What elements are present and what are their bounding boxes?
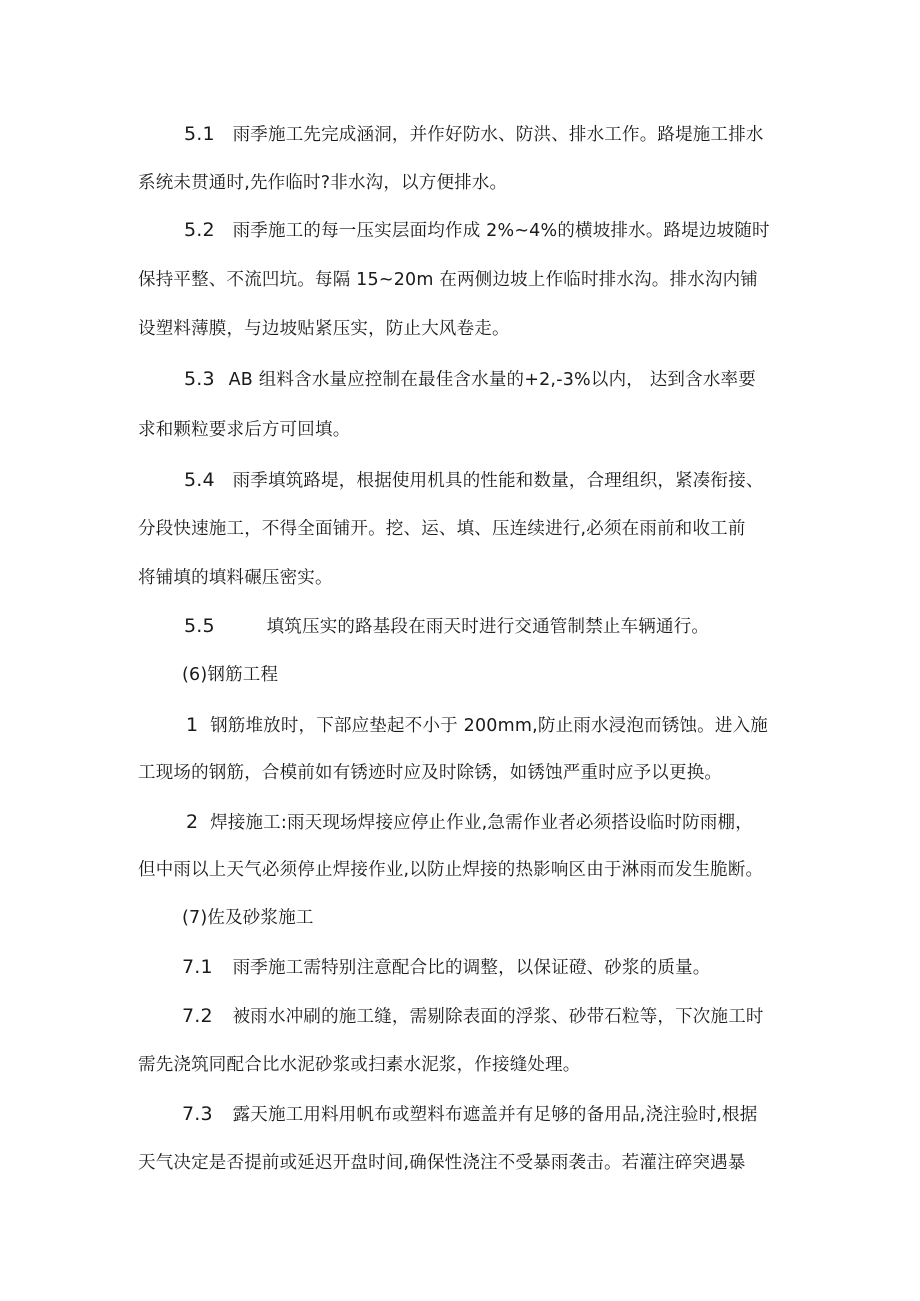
section-heading-7: (7)佐及砂浆施工	[182, 908, 314, 928]
paragraph-6-2-line-1	[186, 810, 753, 835]
paragraph-text: 露天施工用料用帆布或塑料布遮盖并有足够的备用品,浇注验时,根据	[232, 1105, 758, 1125]
paragraph-5-2-line-1	[184, 218, 770, 243]
paragraph-number: 7.3	[182, 1103, 213, 1125]
paragraph-number: 7.1	[182, 956, 213, 978]
paragraph-number: 5.4	[184, 469, 215, 491]
paragraph-number: 5.1	[184, 123, 215, 145]
paragraph-5-3-line-2: 求和颗粒要求后方可回填。	[138, 420, 351, 440]
paragraph-7-3-line-2: 天气决定是否提前或延迟开盘时间,确保性浇注不受暴雨袭击。若灌注碎突遇暴	[138, 1153, 746, 1173]
paragraph-text: 被雨水冲刷的施工缝，需剔除表面的浮浆、砂带石粒等，下次施工时	[232, 1007, 764, 1027]
paragraph-7-3-line-1	[182, 1102, 757, 1127]
paragraph-number: 5.5	[184, 615, 215, 637]
paragraph-5-2-line-3: 设塑料薄膜，与边坡贴紧压实，防止大风卷走。	[138, 319, 510, 339]
paragraph-5-4-line-1	[184, 468, 764, 493]
paragraph-text: 钢筋堆放时，下部应垫起不小于 200mm,防止雨水浸泡而锈蚀。进入施	[210, 716, 768, 736]
paragraph-5-4-line-3: 将铺填的填料碾压密实。	[138, 568, 333, 588]
paragraph-5-3-line-1	[184, 367, 756, 392]
paragraph-6-1-line-2: 工现场的钢筋，合模前如有锈迹时应及时除锈，如锈蚀严重时应予以更换。	[138, 763, 723, 783]
paragraph-text: 焊接施工:雨天现场焊接应停止作业,急需作业者必须搭设临时防雨棚，	[210, 813, 753, 833]
paragraph-number: 5.2	[184, 219, 215, 241]
paragraph-text: 雨季填筑路堤，根据使用机具的性能和数量，合理组织，紧凑衔接、	[232, 471, 764, 491]
paragraph-text: AB 组料含水量应控制在最佳含水量的+2,-3%以内， 达到含水率要	[228, 370, 756, 390]
paragraph-5-5-line-1	[184, 614, 709, 639]
paragraph-number: 2	[186, 811, 199, 833]
paragraph-6-1-line-1	[186, 713, 768, 738]
paragraph-text: 雨季施工先完成涵洞，并作好防水、防洪、排水工作。路堤施工排水	[232, 125, 764, 145]
paragraph-text: 雨季施工需特别注意配合比的调整，以保证磴、砂浆的质量。	[232, 958, 711, 978]
paragraph-5-4-line-2: 分段快速施工，不得全面铺开。挖、运、填、压连续进行,必须在雨前和收工前	[138, 519, 746, 539]
paragraph-number: 7.2	[182, 1005, 213, 1027]
paragraph-7-2-line-1	[182, 1004, 764, 1029]
paragraph-text: 雨季施工的每一压实层面均作成 2%~4%的横坡排水。路堤边坡随时	[232, 221, 770, 241]
paragraph-5-1-line-2: 系统未贯通时,先作临时?非水沟，以方便排水。	[138, 173, 508, 193]
paragraph-7-1-line-1	[182, 955, 711, 980]
paragraph-number: 1	[186, 714, 199, 736]
paragraph-5-2-line-2: 保持平整、不流凹坑。每隔 15~20m 在两侧边坡上作临时排水沟。排水沟内铺	[138, 270, 758, 290]
paragraph-text: 填筑压实的路基段在雨天时进行交通管制禁止车辆通行。	[266, 617, 710, 637]
section-heading-6: (6)钢筋工程	[182, 665, 279, 685]
paragraph-7-2-line-2: 需先浇筑同配合比水泥砂浆或扫素水泥浆，作接缝处理。	[138, 1055, 581, 1075]
paragraph-5-1-line-1	[184, 122, 764, 147]
paragraph-6-2-line-2: 但中雨以上天气必须停止焊接作业,以防止焊接的热影响区由于淋雨而发生脆断。	[138, 860, 764, 880]
paragraph-number: 5.3	[184, 368, 215, 390]
